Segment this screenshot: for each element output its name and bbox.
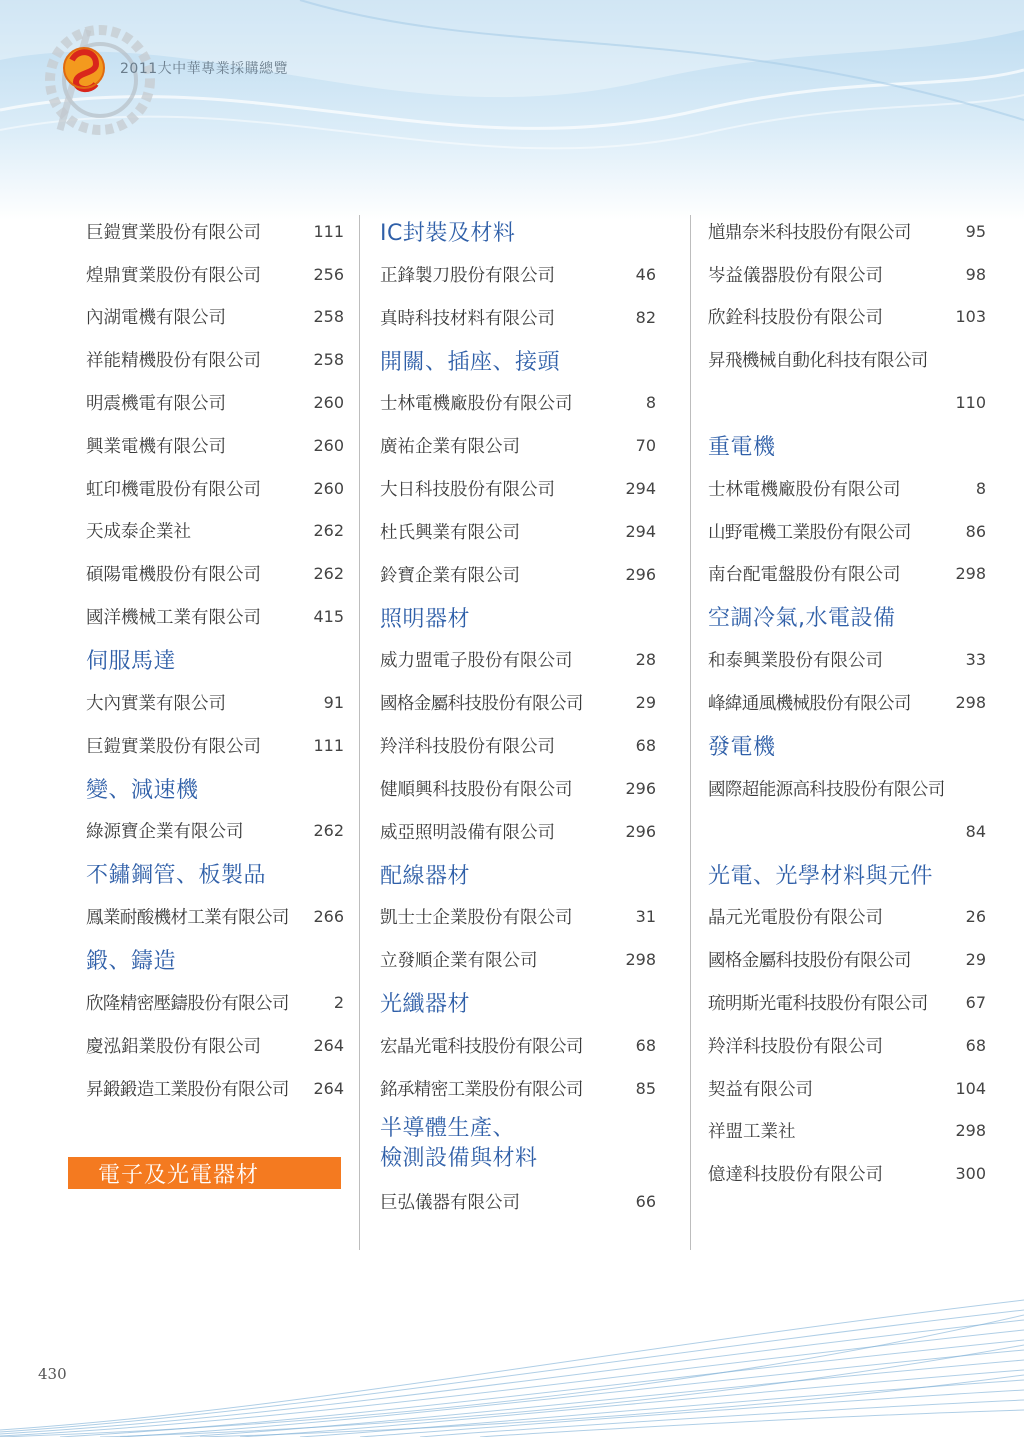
list-item: 立發順企業有限公司 298 bbox=[380, 950, 656, 972]
category-heading: 伺服馬達 bbox=[86, 648, 177, 674]
list-item: 巨鎧實業股份有限公司 111 bbox=[86, 735, 344, 757]
list-item: 昇飛機械自動化科技有限公司 bbox=[708, 351, 928, 372]
list-item: 真時科技材料有限公司 82 bbox=[380, 307, 656, 329]
list-item: 宏晶光電科技股份有限公司 68 bbox=[380, 1036, 656, 1058]
index-column-3 bbox=[708, 210, 986, 1195]
list-item: 正鋒製刀股份有限公司 46 bbox=[380, 264, 656, 286]
list-item: 士林電機廠股份有限公司 8 bbox=[380, 393, 656, 415]
list-item: 士林電機廠股份有限公司 8 bbox=[708, 478, 986, 500]
column-divider bbox=[690, 215, 691, 1250]
list-item: 煌鼎實業股份有限公司 256 bbox=[86, 264, 344, 286]
list-item: 峰緯通風機械股份有限公司 298 bbox=[708, 693, 986, 715]
list-item: 祥能精機股份有限公司 258 bbox=[86, 350, 344, 372]
list-item: 鳳業耐酸機材工業有限公司 266 bbox=[86, 907, 344, 929]
section-label: 電子及光電器材 bbox=[68, 1157, 341, 1189]
gear-logo-icon bbox=[40, 20, 160, 140]
list-item: 國格金屬科技股份有限公司 29 bbox=[380, 693, 656, 715]
list-item: 巨鎧實業股份有限公司 111 bbox=[86, 221, 344, 243]
footer-wave-decoration bbox=[0, 1290, 1024, 1437]
list-item: 大日科技股份有限公司 294 bbox=[380, 479, 656, 501]
index-column-2 bbox=[380, 210, 656, 1223]
category-heading: 不鏽鋼管、板製品 bbox=[86, 863, 267, 889]
list-item: 慶泓鋁業股份有限公司 264 bbox=[86, 1035, 344, 1057]
list-item: 虹印機電股份有限公司 260 bbox=[86, 478, 344, 500]
category-heading: 照明器材 bbox=[380, 606, 471, 632]
index-column-1 bbox=[86, 210, 344, 1110]
list-item: 國際超能源高科技股份有限公司 bbox=[708, 779, 945, 800]
list-item: 欣銓科技股份有限公司 103 bbox=[708, 307, 986, 329]
page-number: 430 bbox=[38, 1365, 67, 1383]
list-item: 威亞照明設備有限公司 296 bbox=[380, 821, 656, 843]
list-item: 凱士士企業股份有限公司 31 bbox=[380, 907, 656, 929]
category-heading: 重電機 bbox=[708, 434, 776, 460]
list-item: 健順興科技股份有限公司 296 bbox=[380, 778, 656, 800]
list-item: 契益有限公司 104 bbox=[708, 1078, 986, 1100]
list-item: 羚洋科技股份有限公司 68 bbox=[380, 736, 656, 758]
category-heading: 光電、光學材料與元件 bbox=[708, 863, 934, 889]
category-heading: 開關、插座、接頭 bbox=[380, 349, 561, 375]
list-item: 威力盟電子股份有限公司 28 bbox=[380, 650, 656, 672]
list-item-page: 84 bbox=[965, 821, 986, 841]
list-item: 億達科技股份有限公司 300 bbox=[708, 1164, 986, 1186]
category-heading: 光纖器材 bbox=[380, 992, 471, 1018]
category-heading-line: 檢測設備與材料 bbox=[380, 1145, 538, 1171]
list-item: 銘承精密工業股份有限公司 85 bbox=[380, 1078, 656, 1100]
list-item: 羚洋科技股份有限公司 68 bbox=[708, 1035, 986, 1057]
list-item: 天成泰企業社 262 bbox=[86, 521, 344, 543]
column-divider bbox=[359, 215, 360, 1250]
list-item: 祥盟工業社 298 bbox=[708, 1121, 986, 1143]
list-item: 鈴寶企業有限公司 296 bbox=[380, 564, 656, 586]
category-heading bbox=[380, 1110, 656, 1180]
list-item: 杜氏興業有限公司 294 bbox=[380, 521, 656, 543]
list-item: 廣祐企業有限公司 70 bbox=[380, 436, 656, 458]
category-heading: 配線器材 bbox=[380, 863, 471, 889]
list-item: 岑益儀器股份有限公司 98 bbox=[708, 264, 986, 286]
list-item: 綠源寶企業有限公司 262 bbox=[86, 821, 344, 843]
category-heading: IC封裝及材料 bbox=[380, 221, 516, 246]
list-item: 馗鼎奈米科技股份有限公司 95 bbox=[708, 221, 986, 243]
list-item: 巨弘儀器有限公司 66 bbox=[380, 1191, 656, 1213]
list-item: 山野電機工業股份有限公司 86 bbox=[708, 521, 986, 543]
list-item: 國格金屬科技股份有限公司 29 bbox=[708, 950, 986, 972]
list-item-page: 110 bbox=[955, 393, 986, 413]
list-item: 欣隆精密壓鑄股份有限公司 2 bbox=[86, 993, 344, 1015]
list-item: 琉明斯光電科技股份有限公司 67 bbox=[708, 993, 986, 1015]
list-item: 南台配電盤股份有限公司 298 bbox=[708, 564, 986, 586]
category-heading: 鍛、鑄造 bbox=[86, 949, 177, 975]
list-item: 興業電機有限公司 260 bbox=[86, 435, 344, 457]
list-item: 明震機電有限公司 260 bbox=[86, 393, 344, 415]
list-item: 昇鍛鍛造工業股份有限公司 264 bbox=[86, 1078, 344, 1100]
list-item: 碩陽電機股份有限公司 262 bbox=[86, 564, 344, 586]
category-heading: 變、減速機 bbox=[86, 777, 199, 803]
category-heading: 空調冷氣,水電設備 bbox=[708, 606, 896, 632]
category-heading: 發電機 bbox=[708, 734, 776, 760]
list-item: 內湖電機有限公司 258 bbox=[86, 307, 344, 329]
list-item: 和泰興業股份有限公司 33 bbox=[708, 650, 986, 672]
list-item: 晶元光電股份有限公司 26 bbox=[708, 907, 986, 929]
list-item: 大內實業有限公司 91 bbox=[86, 692, 344, 714]
category-heading-line: 半導體生產、 bbox=[380, 1115, 516, 1141]
list-item: 國洋機械工業有限公司 415 bbox=[86, 607, 344, 629]
publication-title: 2011大中華專業採購總覽 bbox=[120, 61, 289, 77]
